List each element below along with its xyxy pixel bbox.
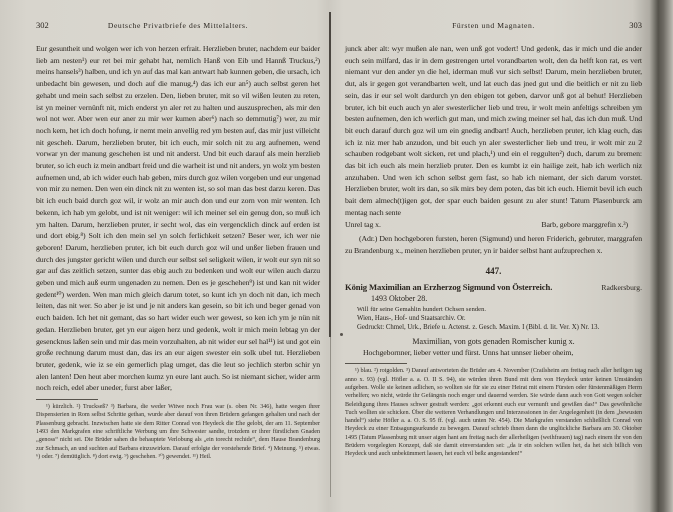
print-reference: Gedruckt: Chmel, Urk., Briefe u. Actenst. z. Gesch. Maxim. I (Bibl. d. lit. Ver. X) Nr. 13. (357, 324, 600, 332)
right-footnote-rule (345, 363, 407, 364)
letter-number: 447. (485, 265, 502, 276)
right-body-text: junck aber alt: wyr mußen ale nan, wen unß got vodert! Und gedenk, das ir mich und die ander euch sein milfard, das ir in dem gestrengen urtel vorandbarten wolt, den da helft kon rat, es vert niemant vur den ander yn die hel, iderman muß vur sich selbst! Darum, mein herzlieben bruter, dut, als ir gegen got verandbarten welt, und lat euch das jned gut und die beitlich er nit zu lieb sein, das ir eur sel wolt dardurch yn den ebigen tot geben, darvor unß got al behut! Herzlieben bruter, ich bit euch auch yn aler swesterlicher lieb und treu, ir wolt mein anfeltigs schreiben ym besten aufnemen, den ich werlich gut man, und mich zwing meiner sel hal, das ich dun muß. Und bit euch darauf durch goz wil um ein gnedig andbart! Auch, herzlieben pruter, ich klag euch, das ich iz niz mer hab anzudon, und bit euch yn aler swesterlicher lieb und treu, ir wolt mir zu 2 schauben rodgebant wolt sicken, ret und plach,¹) und ein el reggulten²) duch, darum zu bremen: das bit ich euch als mein herzlieb pruter. Den es kumbt iz ein hailige zeit, hab ich werlich niz anzuhaben. Und wen ich schon selbst gern fast, so hab ich niemant, der sich darum vorstet. Herzlieben bruter, wolt irs dan, so sik mirs bey dem poten, das bit ich euch. Hiemit bevil ich euch bait dem almech(t)igen got, der spar euch baiden gesunt zu aler stunt! Tatum Plasenburck am mentag nach sente (345, 44, 642, 217)
letter-opening-line: Hochgebornner, lieber vetter und fürst. Unns hat unnser lieber oheim, (363, 347, 574, 357)
letter-heading-row (345, 282, 642, 292)
letter-place: Radkersburg. (601, 282, 642, 292)
right-footnotes: ¹) blau. ²) rotgolden. ³) Darauf antworteten die Brüder am 4. November (Crailsheim am freitag nach aller heiligen tag anno x. 93) (vgl. Höfler a. a. O. II S. 94), sie würden ihren Bund mit dem von Heydeck unter keinen Umständen aufgeben. Wolle sie keinen adlichen, so wollten sie für sie zu einer Heirat mit einem Fürsten oder fürstenmäßigen Herrn verhelfen; wo nicht, würde ihr Gefängnis noch enger und dauernd werden. Sie würde dann auch von Gott wegen solcher Beleidigung ihres Hauses schwer gestraft werden: „got erkennt euch eur vernunft und gewißen das!“ Das gewöhnliche Tuch wollten sie schicken. Über die weiteren Verhandlungen und Interzessionen in der Angelegenheit (in dem „bewusten handel“) siehe Höfler a. a. O. S. 95 ff. (vgl. auch unten Nr. 454). Die Markgrafen verstanden schließlich Conrad von Heydeck zu einer Entsagungsurkunde zu bewegen. Darauf schrieb ihnen dann die unglückliche Barbara am 30. Oktober 1495 (Tatum Plassenburg mit unser aigen hant am freitag nach der allerheiligen (weihfrauen) tag) nach einem ihr von den Brüdern vorgelegten Konzept, daß sie damit einverstanden sei: „da ir ein solchen willen het, da het sich billich von Heydeck und auch unbekümmert lassen, het euch vil beßz angestanden!“ (345, 367, 642, 458)
right-page-number: 303 (629, 20, 642, 30)
right-page (345, 20, 642, 459)
spine-shadow-line-lower (330, 337, 331, 497)
letter-address: (Adr.) Den hochgeboren fursten, heren (Sigmund) und heren Friderich, gebruter, marggrafen zu Brandenburg x., meinen herzlieben pruter, yn ir baider selbst hant aufzuprechen x. (345, 234, 642, 255)
right-running-head (345, 20, 642, 30)
archive-reference: Wien, Haus-, Hof- und Staatsarchiv. Or. (357, 315, 466, 323)
letter-closing-row (345, 219, 642, 231)
letter-signature: Barb, gebore marggrefin x.³) (541, 219, 628, 229)
spine-shadow-line (329, 12, 331, 337)
left-footnote-rule (36, 399, 98, 400)
right-running-title: Fürsten und Magnaten. (452, 21, 535, 30)
left-body-text: Eur gesuntheit und wolgen wer ich von herzen erfrait. Herzlieben bruter, nachdem eur baider lieb am nesten¹) eur ret bei mir gehabt hat, nemlich Hanß von Eib und Hannß Truckus,²) meins hansels³) halben, und ich yn auf das mal kan antwart hab kunnen geben, die ursach, ich unbedacht bin gewesen, und doch auf die manug,⁴) das ich eur an⁵) auch selbst geren het gehabt und mein sach selbst zu erzelen. Den, lieben bruter, mit so vil wißen leuten zu reten, ist yn meiner vernünft nit, mich enderst yn aler ret zu halten und auszusprechen, als mir den wol not wer. Aber wen eur aner zu mir wer kumen aber⁶) nach so demmutig⁷) wer, zu mir noch kem, het ich doch hofung, ir nemt mein anvellig red ym besten auf, das mir just villeicht nit gescheh. Darum, herzlieben bruter, bit ich euch, mir solch nit zu arg aufnemen, wend vorwar yn der manung geschehen ist und nit anderst. Und bit euch darauf als mein herzlieb bruter, so ich euch iz mein andbart freid und die warheit ist und nit anders, yn wolz ym besten aufnemen und, ab ich wider euch hab geben, mirs durch goz wilen vorgeben und eur ungenad von mir zu nemen. Den wen ein dinck nit zu wenten ist, so sol man das best darzu keren. Das bit ich euch baid durch goz wil, ir wolz an mir auch don und eur zorn von mir wenten. Ich bekenn, ich hab ym gelobt, und ist nit weniger: wil ich meiner sel ein genug don, so muß ich ym halten. Darum, herzlieben pruter, ir secht wol, das ein vergencklich dinck auf erden ist und dort ebig.⁸) Solt ich den mein sel yn solch ferlichkeit setzen? Beser wer, ich wer nie geboren! Darum, herzlieben pruter, ich bit euch durch goz wil und unßer lieben frauen und durch des jungster gericht wilen und durch eur selbst sel seligkeit wilen, ir wolt eur syn nit so gar auf das zeitlich setzen, sunter das ebig auch zu bedenken und wolt eur wilen auch darzu geben und mich auß eurm ungenaden zu nemen. Den es je geschehen⁹) ist und kan nit wider gedent¹⁰) werden. Wen man mich gleich darum totet, so kunt ich yn doch nit dan, ich mech leiten, das nit wer. So aber je ist und je nit anders kan gesein, so bit ich und beger genad von euch baiden. Ich het nit gemant, das so hart wider euch wer gewest, so ken ich ym je nün nit gedan. Herzlieben bruter, get yn eur aigen herz und gedenk, wolt ir mich mein lebtag yn der gesencknus laßen sein und mir das mein vorzuhalten, ab nit wider eur sel hal¹¹) ist und got ein große rechnung darum must dan, das irs an eur aigen swester ein solk ubel tut. Herzlieben bruter, gedenk, wie iz se ein gemerlich plag umget, das die leut so jechlich sterbn schir yn alen lanten! Den heut aber morchen kumz yn eure lant auch. So ist niemant sicher, wider arm noch reich, edel aber uneder, furst aber laßer, (36, 44, 320, 393)
letter-date: 1493 Oktober 28. (371, 293, 428, 303)
left-footnotes: ¹) kürzlich. ²) Truckseß? ³) Barbara, die weder Witwe noch Frau war (s. oben Nr. 346), hatte wegen ihrer Dispensierien in Rom selbst Schritte gethan, wurde aber darauf von ihren Brüdern gefangen gehalten und nach der Plassenburg gebracht. Inzwischen hatte sie dem Ritter Conrad von Heydeck die Ehe gelobt, der am 11. September 1493 den Markgrafen eine schriftliche Werbung um ihre Schwester sandte, trotzdem er ihrer fürstlichen Gnaden „genoss“ nicht sei. Die Brüder sahen die behauptete Verlobung als „ein torecht rechide“, dem Hause Brandenburg zur Schmach, an und suchten auf Barbara einzuwirken. Darauf erfolgte der vorstehende Brief. ⁴) Meinung. ⁵) etwas. ⁶) oder. ⁷) demütiglich. ⁸) dort ewig. ⁹) geschehen. ¹⁰) gewendet. ¹¹) Heil. (36, 403, 320, 460)
left-running-head (36, 20, 320, 30)
ink-speck (340, 333, 343, 336)
left-page-number: 302 (36, 20, 49, 30)
left-page (36, 20, 320, 461)
left-running-title: Deutsche Privatbriefe des Mittelalters. (107, 21, 249, 30)
closing-date-fragment: Unrel tag x. (345, 219, 381, 229)
letter-heading: König Maximilian an Erzherzog Sigmund von Österreich. (345, 281, 553, 292)
letter-salutation: Maximilian, von gots genaden Romischer kunig x. (412, 336, 575, 346)
letter-regest: Will für seine Gemahlin hundert Ochsen senden. (357, 305, 487, 313)
